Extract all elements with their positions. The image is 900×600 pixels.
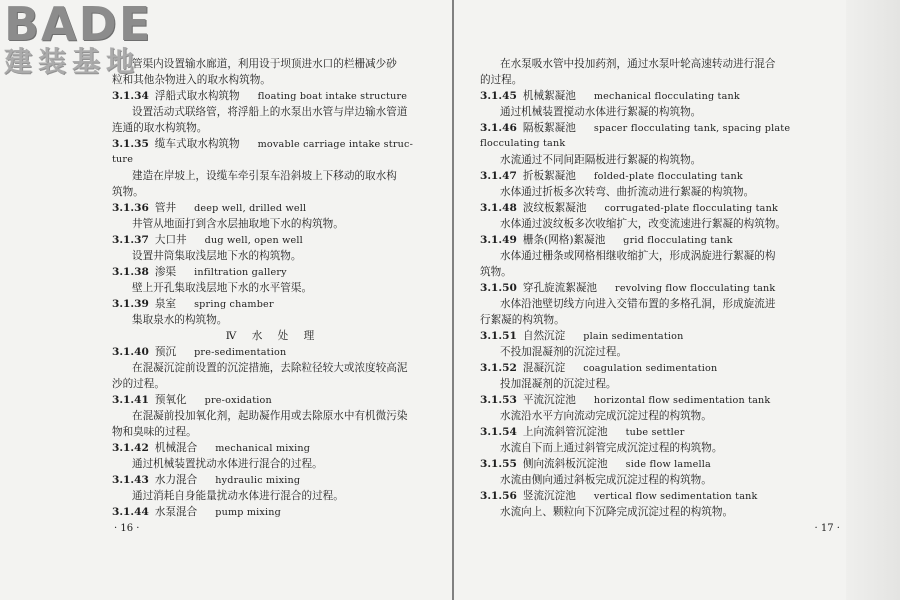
term-english: pre-oxidation: [204, 395, 272, 406]
term-chinese: 波纹板絮凝池: [522, 202, 587, 214]
definition-text: 物和臭味的过程。: [112, 426, 197, 438]
term-number: 3.1.36: [112, 202, 149, 214]
term-entry: [480, 200, 840, 216]
watermark-logo: [4, 2, 174, 80]
term-english: floating boat intake structure: [257, 91, 408, 102]
term-english: mechanical flocculating tank: [593, 91, 740, 102]
term-entry: [480, 424, 840, 440]
definition-text: 在混凝沉淀前设置的沉淀措施，去除粒径较大或浓度较高泥: [132, 362, 408, 374]
left-page-body: [112, 56, 434, 520]
term-english: vertical flow sedimentation tank: [593, 491, 758, 502]
term-chinese: 渗渠: [154, 266, 177, 278]
term-english: corrugated-plate flocculating tank: [604, 203, 778, 214]
term-number: 3.1.48: [480, 202, 517, 214]
term-chinese: 机械混合: [154, 442, 198, 454]
term-number: 3.1.50: [480, 282, 517, 294]
term-entry: [112, 200, 434, 216]
term-chinese: 栅条(网格)絮凝池: [522, 234, 606, 246]
definition-text: 设置井筒集取浅层地下水的构筑物。: [132, 250, 302, 262]
term-english: plain sedimentation: [583, 331, 684, 342]
term-number: 3.1.45: [480, 90, 517, 102]
term-english: spring chamber: [194, 299, 274, 310]
term-number: 3.1.38: [112, 266, 149, 278]
term-english: movable carriage intake struc-: [257, 139, 414, 150]
term-english: revolving flow flocculating tank: [615, 283, 776, 294]
term-entry: [480, 360, 840, 376]
definition-text: 在水泵吸水管中投加药剂，通过水泵叶轮高速转动进行混合: [500, 58, 776, 70]
right-page-body: [480, 56, 840, 520]
term-chinese: 机械絮凝池: [522, 90, 576, 102]
term-entry: [480, 120, 840, 136]
term-entry: [112, 264, 434, 280]
term-entry: [112, 472, 434, 488]
term-number: 3.1.46: [480, 122, 517, 134]
term-english: spacer flocculating tank, spacing plate: [593, 123, 791, 134]
definition-text: ture: [112, 154, 134, 165]
term-number: 3.1.35: [112, 138, 149, 150]
term-chinese: 泉室: [154, 298, 177, 310]
term-number: 3.1.41: [112, 394, 149, 406]
term-chinese: 隔板絮凝池: [522, 122, 576, 134]
term-chinese: 上向流斜管沉淀池: [522, 426, 608, 438]
right-page: [454, 0, 900, 600]
term-english: horizontal flow sedimentation tank: [593, 395, 771, 406]
definition-text: 通过机械装置扰动水体进行混合的过程。: [132, 458, 323, 470]
definition-text: 水体沿池壁切线方向进入交错布置的多格孔洞，形成旋流进: [500, 298, 776, 310]
term-chinese: 缆车式取水构筑物: [154, 138, 240, 150]
term-entry: [480, 280, 840, 296]
term-chinese: 竖流沉淀池: [522, 490, 576, 502]
term-english: grid flocculating tank: [623, 235, 733, 246]
term-chinese: 侧向流斜板沉淀池: [522, 458, 608, 470]
term-number: 3.1.55: [480, 458, 517, 470]
definition-text: 水流自下而上通过斜管完成沉淀过程的构筑物。: [500, 442, 723, 454]
term-chinese: 水泵混合: [154, 506, 198, 518]
definition-text: 水流由侧向通过斜板完成沉淀过程的构筑物。: [500, 474, 712, 486]
term-chinese: 平流沉淀池: [522, 394, 576, 406]
term-entry: [112, 440, 434, 456]
term-entry: [480, 456, 840, 472]
term-number: 3.1.40: [112, 346, 149, 358]
term-number: 3.1.39: [112, 298, 149, 310]
term-entry: [480, 488, 840, 504]
term-entry: [112, 296, 434, 312]
term-number: 3.1.43: [112, 474, 149, 486]
term-chinese: 穿孔旋流絮凝池: [522, 282, 598, 294]
term-english: dug well, open well: [204, 235, 303, 246]
term-entry: [112, 392, 434, 408]
term-english: side flow lamella: [625, 459, 711, 470]
definition-text: 水流沿水平方向流动完成沉淀过程的构筑物。: [500, 410, 712, 422]
term-entry: [112, 136, 434, 152]
definition-text: 水体通过折板多次转弯、曲折流动进行絮凝的构筑物。: [500, 186, 755, 198]
term-english: infiltration gallery: [194, 267, 287, 278]
term-chinese: 浮船式取水构筑物: [154, 90, 240, 102]
term-chinese: 大口井: [154, 234, 187, 246]
definition-text: 粒和其他杂物进入的取水构筑物。: [112, 74, 271, 86]
definition-text: 集取泉水的构筑物。: [132, 314, 228, 326]
term-english: hydraulic mixing: [215, 475, 301, 486]
term-number: 3.1.49: [480, 234, 517, 246]
term-entry: [112, 88, 434, 104]
definition-text: 通过机械装置搅动水体进行絮凝的构筑物。: [500, 106, 702, 118]
term-number: 3.1.51: [480, 330, 517, 342]
term-number: 3.1.47: [480, 170, 517, 182]
term-english: pre-sedimentation: [194, 347, 287, 358]
logo-text-top: BADE: [4, 0, 153, 51]
term-entry: [480, 88, 840, 104]
term-number: 3.1.56: [480, 490, 517, 502]
page-number-right: · 17 ·: [814, 523, 840, 534]
definition-text: flocculating tank: [480, 138, 566, 149]
definition-text: 井管从地面打到含水层抽取地下水的构筑物。: [132, 218, 344, 230]
term-chinese: 预沉: [154, 346, 177, 358]
term-chinese: 折板絮凝池: [522, 170, 576, 182]
term-english: mechanical mixing: [215, 443, 311, 454]
definition-text: 的过程。: [480, 74, 523, 86]
term-entry: [112, 504, 434, 520]
definition-text: 连通的取水构筑物。: [112, 122, 208, 134]
term-chinese: 预氧化: [154, 394, 187, 406]
term-chinese: 自然沉淀: [522, 330, 566, 342]
term-entry: [480, 168, 840, 184]
term-entry: [112, 344, 434, 360]
term-chinese: 管井: [154, 202, 177, 214]
definition-text: 沙的过程。: [112, 378, 165, 390]
term-english: folded-plate flocculating tank: [593, 171, 743, 182]
term-number: 3.1.34: [112, 90, 149, 102]
term-number: 3.1.42: [112, 442, 149, 454]
definition-text: 建造在岸坡上，设缆车牵引泵车沿斜坡上下移动的取水构: [132, 170, 397, 182]
definition-text: 管渠内设置输水廊道，利用设于坝顶进水口的栏栅减少砂: [132, 58, 397, 70]
definition-text: 水体通过波纹板多次收缩扩大，改变流速进行絮凝的构筑物。: [500, 218, 787, 230]
definition-text: 投加混凝剂的沉淀过程。: [500, 378, 617, 390]
page-number-left: · 16 ·: [114, 523, 140, 534]
definition-text: 水流通过不同间距隔板进行絮凝的构筑物。: [500, 154, 702, 166]
definition-text: 筑物。: [480, 266, 512, 278]
term-number: 3.1.52: [480, 362, 517, 374]
term-chinese: 混凝沉淀: [522, 362, 566, 374]
definition-text: 壁上开孔集取浅层地下水的水平管渠。: [132, 282, 313, 294]
definition-text: 不投加混凝剂的沉淀过程。: [500, 346, 628, 358]
term-entry: [480, 392, 840, 408]
term-english: deep well, drilled well: [194, 203, 307, 214]
term-entry: [112, 232, 434, 248]
definition-text: 水流向上、颗粒向下沉降完成沉淀过程的构筑物。: [500, 506, 734, 518]
term-number: 3.1.53: [480, 394, 517, 406]
term-english: pump mixing: [215, 507, 282, 518]
term-number: 3.1.37: [112, 234, 149, 246]
definition-text: 设置活动式联络管，将浮船上的水泵出水管与岸边输水管道: [132, 106, 408, 118]
definition-text: 筑物。: [112, 186, 144, 198]
scan-margin: [846, 0, 900, 600]
term-number: 3.1.54: [480, 426, 517, 438]
definition-text: 水体通过栅条或网格相继收缩扩大，形成涡旋进行絮凝的构: [500, 250, 776, 262]
definition-text: 通过消耗自身能量扰动水体进行混合的过程。: [132, 490, 344, 502]
section-heading: Ⅳ 水 处 理: [225, 330, 321, 342]
definition-text: 在混凝前投加氧化剂，起助凝作用或去除原水中有机微污染: [132, 410, 408, 422]
term-chinese: 水力混合: [154, 474, 198, 486]
term-number: 3.1.44: [112, 506, 149, 518]
logo-text-bottom: 建装基地: [4, 45, 141, 78]
term-entry: [480, 232, 840, 248]
term-english: tube settler: [625, 427, 685, 438]
definition-text: 行絮凝的构筑物。: [480, 314, 565, 326]
term-entry: [480, 328, 840, 344]
term-english: coagulation sedimentation: [583, 363, 718, 374]
